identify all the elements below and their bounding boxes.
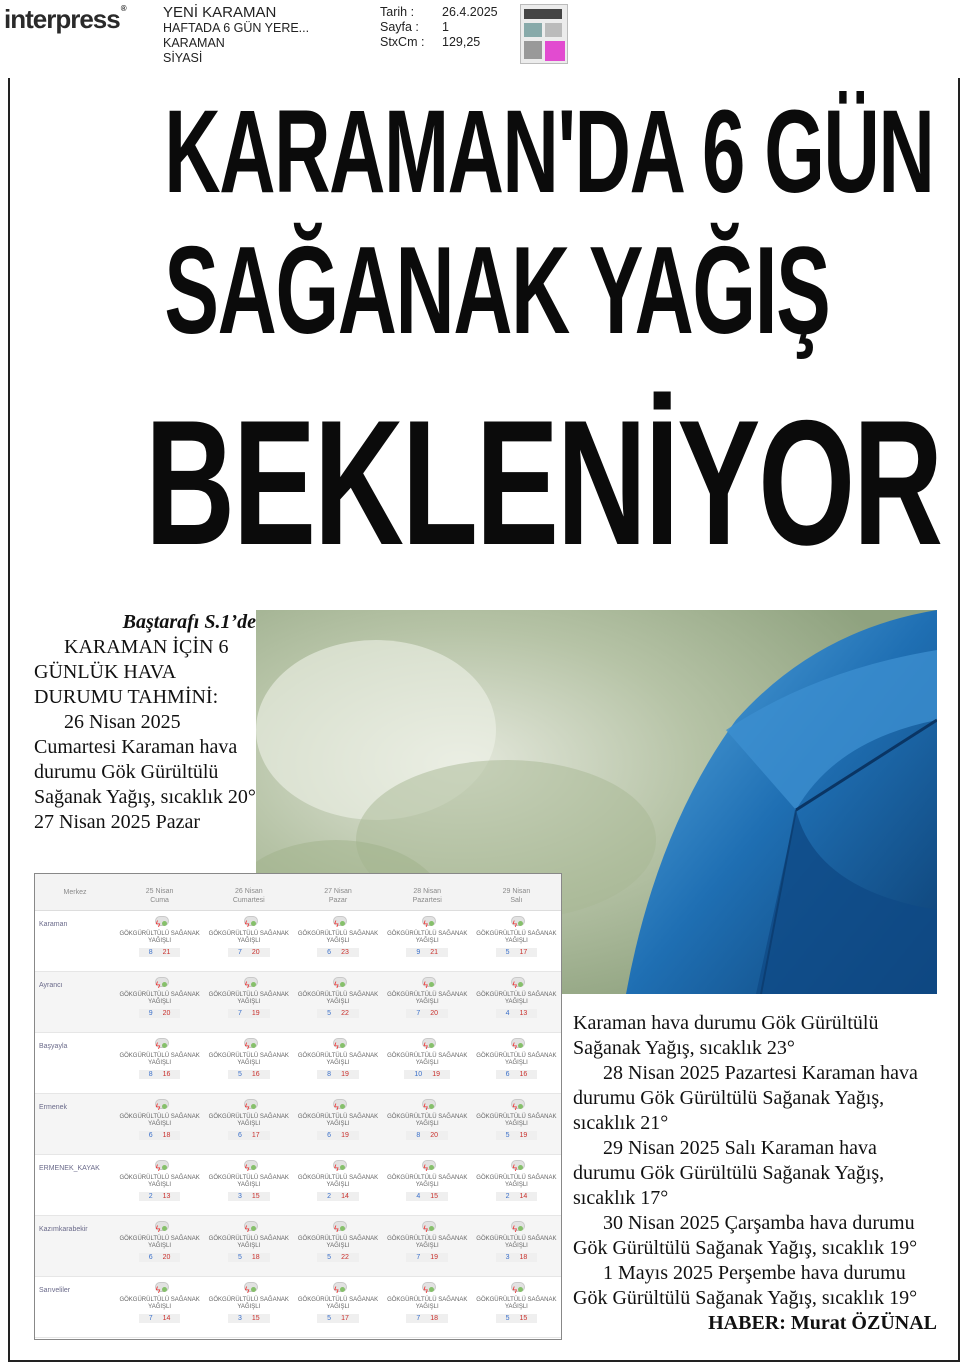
forecast-cell [293, 911, 382, 971]
article-column-left [34, 610, 256, 835]
thunderstorm-icon: ϟ [508, 1098, 524, 1112]
forecast-temps [496, 1070, 538, 1079]
article-column-right [573, 1011, 937, 1336]
forecast-temps [228, 1192, 270, 1201]
forecast-condition: GÖKGÜRÜLTÜLÜ SAĞANAK YAĞIŞLI [476, 992, 557, 1005]
article-paragraph: 26 Nisan 2025 Cumartesi Karaman hava durumu Gök Gürültülü Sağanak Yağış, sıcaklık 20° 27 Nisan 2025 Pazar [34, 711, 256, 833]
forecast-cell [472, 972, 561, 1032]
temp-min: 3 [237, 1193, 242, 1200]
temp-max: 19 [341, 1132, 349, 1139]
thunderstorm-icon: ϟ [241, 1281, 257, 1295]
temp-max: 23 [341, 949, 349, 956]
thunderstorm-icon: ϟ [152, 976, 168, 990]
forecast-temps [317, 1070, 359, 1079]
forecast-condition: GÖKGÜRÜLTÜLÜ SAĞANAK YAĞIŞLI [208, 992, 289, 1005]
forecast-condition: GÖKGÜRÜLTÜLÜ SAĞANAK YAĞIŞLI [476, 1114, 557, 1127]
forecast-temps [139, 948, 181, 957]
forecast-table [34, 873, 562, 1340]
forecast-condition: GÖKGÜRÜLTÜLÜ SAĞANAK YAĞIŞLI [208, 931, 289, 944]
temp-max: 13 [162, 1193, 171, 1200]
forecast-condition: GÖKGÜRÜLTÜLÜ SAĞANAK YAĞIŞLI [208, 1297, 289, 1310]
temp-min: 7 [148, 1315, 153, 1322]
temp-min: 6 [327, 949, 332, 956]
forecast-row [35, 1033, 561, 1094]
article-byline: HABER: Murat ÖZÜNAL [708, 1312, 937, 1334]
forecast-temps [406, 1009, 448, 1018]
thunderstorm-icon: ϟ [152, 1220, 168, 1234]
forecast-cell [115, 1094, 204, 1154]
forecast-row [35, 911, 561, 972]
forecast-cell [115, 972, 204, 1032]
thunderstorm-icon: ϟ [152, 1037, 168, 1051]
temp-max: 20 [430, 1010, 439, 1017]
temp-max: 20 [162, 1010, 171, 1017]
thunderstorm-icon: ϟ [508, 1159, 524, 1173]
temp-max: 21 [430, 949, 439, 956]
forecast-condition: GÖKGÜRÜLTÜLÜ SAĞANAK YAĞIŞLI [297, 1053, 379, 1066]
forecast-city: Başyayla [39, 1043, 68, 1050]
forecast-condition: GÖKGÜRÜLTÜLÜ SAĞANAK YAĞIŞLI [387, 1297, 468, 1310]
forecast-temps [496, 1009, 538, 1018]
forecast-temps [228, 948, 270, 957]
forecast-cell [204, 1216, 293, 1276]
forecast-temps [406, 1253, 448, 1262]
forecast-temps [317, 948, 359, 957]
temp-max: 22 [341, 1010, 349, 1017]
temp-min: 4 [416, 1193, 421, 1200]
forecast-temps [139, 1192, 181, 1201]
forecast-temps [139, 1131, 181, 1140]
thunderstorm-icon: ϟ [419, 915, 435, 929]
forecast-row [35, 1277, 561, 1338]
thunderstorm-icon: ϟ [241, 1098, 257, 1112]
thunderstorm-icon: ϟ [330, 976, 346, 990]
forecast-condition: GÖKGÜRÜLTÜLÜ SAĞANAK YAĞIŞLI [297, 1114, 379, 1127]
page-label: Sayfa : [380, 20, 419, 34]
temp-min: 6 [505, 1071, 510, 1078]
forecast-cell [293, 1277, 382, 1337]
clip-details [380, 5, 498, 50]
forecast-cell [472, 1216, 561, 1276]
forecast-cell [472, 911, 561, 971]
forecast-condition: GÖKGÜRÜLTÜLÜ SAĞANAK YAĞIŞLI [387, 1114, 468, 1127]
temp-min: 6 [148, 1254, 153, 1261]
temp-min: 6 [237, 1132, 242, 1139]
temp-max: 17 [341, 1315, 349, 1322]
thunderstorm-icon: ϟ [508, 1281, 524, 1295]
temp-max: 14 [341, 1193, 349, 1200]
temp-max: 15 [251, 1193, 260, 1200]
temp-min: 8 [148, 1071, 153, 1078]
temp-max: 15 [251, 1315, 260, 1322]
forecast-day-header: 29 Nisan Salı [502, 888, 531, 904]
headline-line-2: SAĞANAK YAĞIŞ [164, 222, 830, 360]
temp-max: 13 [519, 1010, 528, 1017]
forecast-cell [383, 1033, 472, 1093]
temp-max: 16 [251, 1071, 260, 1078]
publication-name: YENİ KARAMAN [163, 4, 277, 21]
forecast-temps [317, 1314, 359, 1323]
temp-min: 5 [505, 1132, 510, 1139]
temp-max: 15 [519, 1315, 528, 1322]
temp-max: 16 [162, 1071, 171, 1078]
thunderstorm-icon: ϟ [241, 1037, 257, 1051]
forecast-cell [115, 911, 204, 971]
forecast-cell [115, 1216, 204, 1276]
forecast-condition: GÖKGÜRÜLTÜLÜ SAĞANAK YAĞIŞLI [297, 931, 379, 944]
page-value: 1 [442, 20, 449, 34]
temp-min: 5 [237, 1071, 242, 1078]
forecast-cell [472, 1155, 561, 1215]
forecast-condition: GÖKGÜRÜLTÜLÜ SAĞANAK YAĞIŞLI [119, 1053, 200, 1066]
forecast-condition: GÖKGÜRÜLTÜLÜ SAĞANAK YAĞIŞLI [387, 1175, 468, 1188]
temp-min: 8 [148, 949, 153, 956]
thunderstorm-icon: ϟ [508, 1037, 524, 1051]
temp-max: 18 [430, 1315, 439, 1322]
continued-from-note: Baştarafı S.1’de [122, 611, 256, 633]
thunderstorm-icon: ϟ [241, 976, 257, 990]
temp-max: 17 [251, 1132, 260, 1139]
article-paragraph: 1 Mayıs 2025 Perşembe hava durumu Gök Gürültülü Sağanak Yağış, sıcaklık 19° [573, 1262, 918, 1309]
forecast-condition: GÖKGÜRÜLTÜLÜ SAĞANAK YAĞIŞLI [119, 1175, 200, 1188]
forecast-temps [228, 1253, 270, 1262]
forecast-condition: GÖKGÜRÜLTÜLÜ SAĞANAK YAĞIŞLI [208, 1175, 289, 1188]
thunderstorm-icon: ϟ [330, 915, 346, 929]
forecast-city: ERMENEK_KAYAK [39, 1165, 100, 1172]
forecast-temps [496, 1131, 538, 1140]
thunderstorm-icon: ϟ [508, 976, 524, 990]
thunderstorm-icon: ϟ [419, 976, 435, 990]
temp-min: 9 [416, 949, 421, 956]
forecast-cell [115, 1033, 204, 1093]
forecast-cell [204, 972, 293, 1032]
temp-min: 7 [416, 1010, 421, 1017]
forecast-condition: GÖKGÜRÜLTÜLÜ SAĞANAK YAĞIŞLI [476, 1175, 557, 1188]
section-label: SİYASİ [163, 51, 203, 65]
forecast-condition: GÖKGÜRÜLTÜLÜ SAĞANAK YAĞIŞLI [119, 1114, 200, 1127]
temp-max: 22 [341, 1254, 349, 1261]
temp-min: 5 [237, 1254, 242, 1261]
stxcm-label: StxCm : [380, 35, 425, 49]
temp-min: 8 [327, 1071, 332, 1078]
forecast-condition: GÖKGÜRÜLTÜLÜ SAĞANAK YAĞIŞLI [208, 1236, 289, 1249]
temp-max: 19 [432, 1071, 440, 1078]
temp-max: 20 [251, 949, 260, 956]
forecast-cell [383, 1155, 472, 1215]
forecast-temps [317, 1192, 359, 1201]
temp-min: 5 [505, 1315, 510, 1322]
temp-min: 2 [327, 1193, 332, 1200]
thunderstorm-icon: ϟ [241, 1159, 257, 1173]
forecast-condition: GÖKGÜRÜLTÜLÜ SAĞANAK YAĞIŞLI [387, 992, 468, 1005]
temp-max: 19 [341, 1071, 349, 1078]
temp-max: 14 [162, 1315, 171, 1322]
forecast-condition: GÖKGÜRÜLTÜLÜ SAĞANAK YAĞIŞLI [297, 1297, 379, 1310]
article-title: HAFTADA 6 GÜN YERE... [163, 21, 310, 35]
forecast-cell [472, 1277, 561, 1337]
forecast-condition: GÖKGÜRÜLTÜLÜ SAĞANAK YAĞIŞLI [387, 931, 468, 944]
forecast-cell [383, 1277, 472, 1337]
forecast-cell [204, 911, 293, 971]
forecast-temps [406, 1192, 448, 1201]
forecast-cell [293, 972, 382, 1032]
forecast-day-header: 27 Nisan Pazar [324, 888, 352, 904]
thunderstorm-icon: ϟ [330, 1281, 346, 1295]
forecast-temps [406, 1314, 448, 1323]
thunderstorm-icon: ϟ [330, 1220, 346, 1234]
temp-min: 10 [414, 1071, 423, 1078]
thunderstorm-icon: ϟ [241, 915, 257, 929]
date-label: Tarih : [380, 5, 415, 19]
forecast-condition: GÖKGÜRÜLTÜLÜ SAĞANAK YAĞIŞLI [119, 992, 200, 1005]
temp-max: 21 [162, 949, 171, 956]
thunderstorm-icon: ϟ [419, 1159, 435, 1173]
forecast-condition: GÖKGÜRÜLTÜLÜ SAĞANAK YAĞIŞLI [476, 1297, 557, 1310]
forecast-cell [293, 1033, 382, 1093]
forecast-temps [496, 1192, 538, 1201]
date-value: 26.4.2025 [442, 5, 498, 19]
temp-min: 7 [416, 1254, 421, 1261]
forecast-temps [317, 1009, 359, 1018]
clip-metadata [163, 5, 309, 66]
forecast-temps [496, 948, 538, 957]
temp-max: 20 [162, 1254, 171, 1261]
temp-min: 3 [505, 1254, 510, 1261]
thunderstorm-icon: ϟ [330, 1159, 346, 1173]
forecast-day-header: 28 Nisan Pazartesi [412, 888, 442, 904]
forecast-temps [317, 1131, 359, 1140]
forecast-body [35, 911, 561, 1338]
forecast-condition: GÖKGÜRÜLTÜLÜ SAĞANAK YAĞIŞLI [476, 1236, 557, 1249]
forecast-condition: GÖKGÜRÜLTÜLÜ SAĞANAK YAĞIŞLI [476, 1053, 557, 1066]
thunderstorm-icon: ϟ [152, 1281, 168, 1295]
headline-line-3: BEKLENİYOR [145, 383, 941, 582]
temp-max: 19 [251, 1010, 260, 1017]
forecast-cell [383, 1216, 472, 1276]
forecast-city: Ermenek [39, 1104, 68, 1111]
page-thumbnail[interactable] [520, 4, 568, 64]
interpress-logo: interpress® [4, 4, 126, 34]
article-paragraph: 29 Nisan 2025 Salı Karaman hava durumu Gök Gürültülü Sağanak Yağış, sıcaklık 17° [573, 1137, 885, 1209]
temp-max: 19 [430, 1254, 439, 1261]
thunderstorm-icon: ϟ [152, 1098, 168, 1112]
forecast-condition: GÖKGÜRÜLTÜLÜ SAĞANAK YAĞIŞLI [297, 1175, 379, 1188]
city-label: KARAMAN [163, 36, 225, 50]
forecast-cell [204, 1155, 293, 1215]
forecast-corner-label: Merkez [63, 888, 87, 896]
thunderstorm-icon: ϟ [419, 1220, 435, 1234]
forecast-condition: GÖKGÜRÜLTÜLÜ SAĞANAK YAĞIŞLI [387, 1053, 468, 1066]
temp-min: 9 [148, 1010, 153, 1017]
forecast-condition: GÖKGÜRÜLTÜLÜ SAĞANAK YAĞIŞLI [297, 1236, 379, 1249]
forecast-city: Karaman [39, 921, 68, 928]
temp-min: 7 [237, 1010, 242, 1017]
forecast-row [35, 1155, 561, 1216]
temp-max: 18 [519, 1254, 528, 1261]
forecast-temps [496, 1253, 538, 1262]
temp-max: 19 [519, 1132, 528, 1139]
forecast-cell [115, 1277, 204, 1337]
thunderstorm-icon: ϟ [330, 1037, 346, 1051]
temp-max: 17 [519, 949, 528, 956]
forecast-cell [383, 972, 472, 1032]
thunderstorm-icon: ϟ [508, 915, 524, 929]
thunderstorm-icon: ϟ [419, 1281, 435, 1295]
forecast-cell [204, 1094, 293, 1154]
forecast-temps [228, 1070, 270, 1079]
thunderstorm-icon: ϟ [152, 1159, 168, 1173]
temp-max: 18 [162, 1132, 171, 1139]
thunderstorm-icon: ϟ [241, 1220, 257, 1234]
temp-max: 16 [519, 1071, 528, 1078]
forecast-temps [139, 1253, 181, 1262]
forecast-temps [406, 1131, 448, 1140]
forecast-condition: GÖKGÜRÜLTÜLÜ SAĞANAK YAĞIŞLI [119, 931, 200, 944]
forecast-cell [293, 1094, 382, 1154]
forecast-temps [228, 1009, 270, 1018]
temp-min: 8 [416, 1132, 421, 1139]
forecast-cell [204, 1033, 293, 1093]
temp-min: 3 [237, 1315, 242, 1322]
temp-min: 5 [505, 949, 510, 956]
forecast-header-row [35, 874, 561, 911]
temp-min: 7 [416, 1315, 421, 1322]
forecast-cell [204, 1277, 293, 1337]
forecast-cell [472, 1094, 561, 1154]
forecast-temps [228, 1314, 270, 1323]
forecast-temps [139, 1070, 181, 1079]
forecast-temps [228, 1131, 270, 1140]
thunderstorm-icon: ϟ [152, 915, 168, 929]
forecast-row [35, 1216, 561, 1277]
temp-min: 6 [327, 1132, 332, 1139]
article-paragraph: 28 Nisan 2025 Pazartesi Karaman hava durumu Gök Gürültülü Sağanak Yağış, sıcaklık 21° [573, 1062, 918, 1134]
temp-min: 7 [237, 949, 242, 956]
forecast-city: Sarıveliler [39, 1287, 71, 1294]
forecast-temps [139, 1314, 181, 1323]
article-paragraph: 30 Nisan 2025 Çarşamba hava durumu Gök Gürültülü Sağanak Yağış, sıcaklık 19° [573, 1212, 918, 1259]
forecast-condition: GÖKGÜRÜLTÜLÜ SAĞANAK YAĞIŞLI [387, 1236, 468, 1249]
temp-min: 5 [327, 1254, 332, 1261]
temp-max: 20 [430, 1132, 439, 1139]
thunderstorm-icon: ϟ [419, 1037, 435, 1051]
forecast-cell [383, 911, 472, 971]
temp-min: 6 [148, 1132, 153, 1139]
forecast-condition: GÖKGÜRÜLTÜLÜ SAĞANAK YAĞIŞLI [297, 992, 379, 1005]
stxcm-value: 129,25 [442, 35, 481, 49]
forecast-temps [406, 948, 448, 957]
thunderstorm-icon: ϟ [508, 1220, 524, 1234]
headline-line-1: KARAMAN'DA 6 GÜN [164, 86, 934, 218]
forecast-cell [472, 1033, 561, 1093]
forecast-day-header: 25 Nisan Cuma [145, 888, 174, 904]
forecast-cell [115, 1155, 204, 1215]
forecast-condition: GÖKGÜRÜLTÜLÜ SAĞANAK YAĞIŞLI [208, 1053, 289, 1066]
thunderstorm-icon: ϟ [330, 1098, 346, 1112]
temp-max: 14 [519, 1193, 528, 1200]
temp-min: 5 [327, 1315, 332, 1322]
forecast-temps [496, 1314, 538, 1323]
forecast-city: Kazımkarabekir [39, 1226, 88, 1233]
forecast-city: Ayrancı [39, 982, 63, 989]
forecast-condition: GÖKGÜRÜLTÜLÜ SAĞANAK YAĞIŞLI [119, 1297, 200, 1310]
forecast-temps [404, 1070, 450, 1079]
temp-min: 2 [148, 1193, 153, 1200]
article-paragraph: Karaman hava durumu Gök Gürültülü Sağanak Yağış, sıcaklık 23° [573, 1012, 879, 1059]
forecast-temps [317, 1253, 359, 1262]
forecast-condition: GÖKGÜRÜLTÜLÜ SAĞANAK YAĞIŞLI [119, 1236, 200, 1249]
forecast-condition: GÖKGÜRÜLTÜLÜ SAĞANAK YAĞIŞLI [476, 931, 557, 944]
temp-min: 5 [327, 1010, 332, 1017]
forecast-cell [293, 1216, 382, 1276]
forecast-temps [139, 1009, 181, 1018]
forecast-cell [383, 1094, 472, 1154]
forecast-row [35, 972, 561, 1033]
forecast-cell [293, 1155, 382, 1215]
temp-min: 2 [505, 1193, 510, 1200]
forecast-day-header: 26 Nisan Cumartesi [232, 888, 265, 904]
temp-max: 15 [430, 1193, 439, 1200]
temp-min: 4 [505, 1010, 510, 1017]
thunderstorm-icon: ϟ [419, 1098, 435, 1112]
forecast-row [35, 1094, 561, 1155]
temp-max: 18 [251, 1254, 260, 1261]
forecast-condition: GÖKGÜRÜLTÜLÜ SAĞANAK YAĞIŞLI [208, 1114, 289, 1127]
article-subhead: KARAMAN İÇİN 6 GÜNLÜK HAVA DURUMU TAHMİNİ: [34, 636, 229, 708]
